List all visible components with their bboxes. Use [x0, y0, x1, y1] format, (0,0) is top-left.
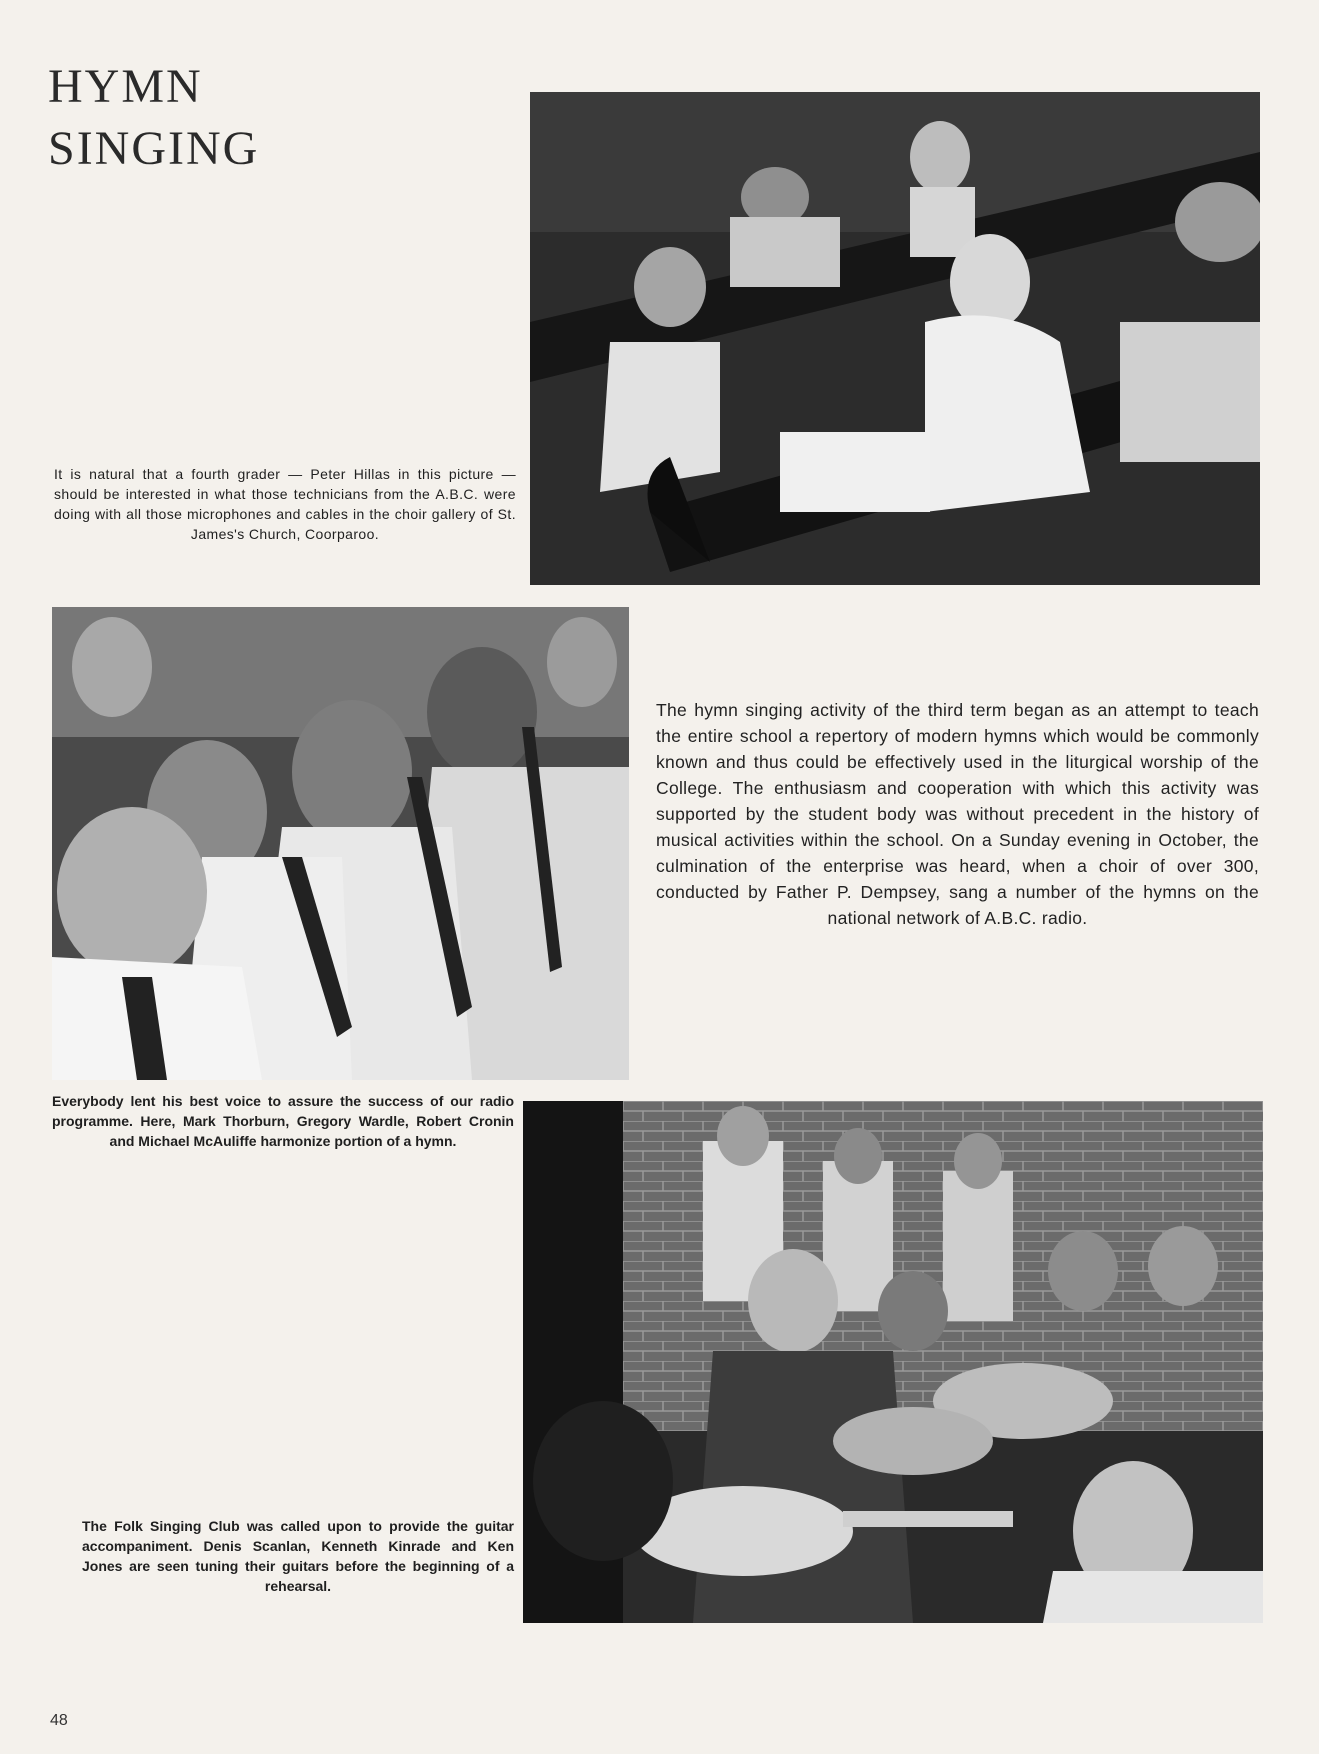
guitarists-photo-caption: The Folk Singing Club was called upon to provide the guitar accompaniment. Denis Scanlan, Kenneth Kinrade and Ken Jones are seen tuning their guitars before the beginning of a rehearsal. [82, 1518, 514, 1594]
singers-photo [52, 607, 629, 1080]
church-photo-caption: It is natural that a fourth grader — Peter Hillas in this picture — should be interested in what those technicians from the A.B.C. were doing with all those microphones and cables in the choir gallery of St. James's Church, Coorparoo. [54, 466, 516, 542]
title-line-2: SINGING [48, 122, 260, 175]
church-pews-photo [530, 92, 1260, 585]
page-title [48, 56, 468, 180]
page-number: 48 [50, 1712, 68, 1729]
guitarists-photo [523, 1101, 1263, 1623]
article-body: The hymn singing activity of the third term began as an attempt to teach the entire school a repertory of modern hymns which would be commonly known and thus could be effectively used in the liturgical worship of the College. The enthusiasm and cooperation with which this activity was supported by the student body was without precedent in the history of musical activities within the school. On a Sunday evening in October, the culmination of the enterprise was heard, when a choir of over 300, conducted by Father P. Dempsey, sang a number of the hymns on the national network of A.B.C. radio. [656, 700, 1259, 928]
title-line-1: HYMN [48, 60, 203, 113]
singers-photo-caption: Everybody lent his best voice to assure the success of our radio programme. Here, Mark Thorburn, Gregory Wardle, Robert Cronin and Michael McAuliffe harmonize portion of a hymn. [52, 1093, 514, 1149]
